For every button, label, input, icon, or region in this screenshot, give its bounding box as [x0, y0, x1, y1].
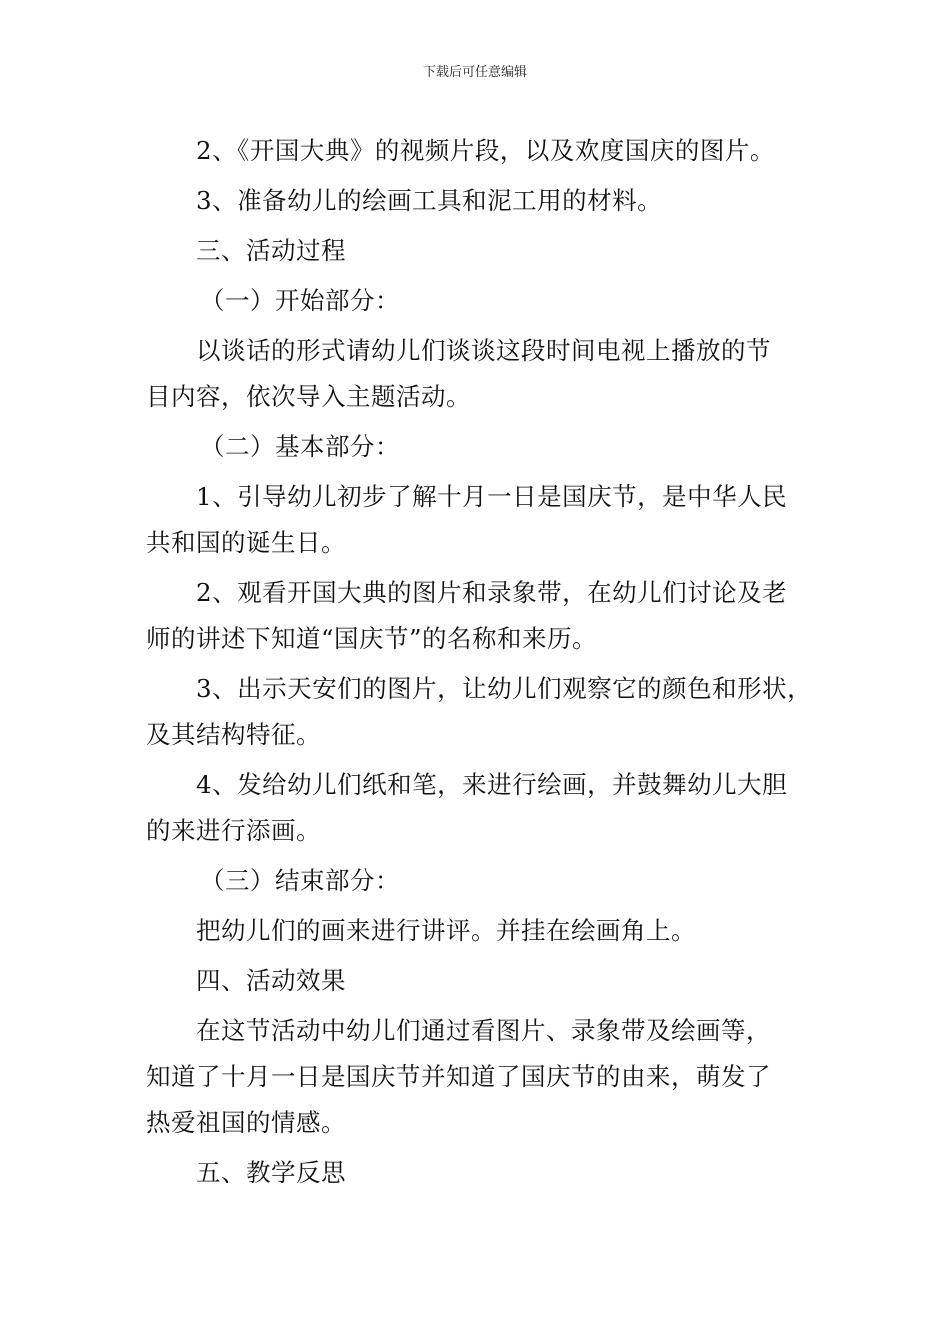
- paragraph-line: 4、发给幼儿们纸和笔，来进行绘画，并鼓舞幼儿大胆: [196, 770, 788, 799]
- paragraph-materials-video: 2、《开国大典》的视频片段，以及欢度国庆的图片。: [196, 136, 775, 165]
- subheading-basic: （二）基本部分：: [200, 432, 400, 461]
- paragraph-line: 及其结构特征。: [146, 720, 321, 749]
- subheading-end: （三）结束部分：: [200, 866, 400, 895]
- paragraph-basic-3: [146, 666, 826, 758]
- paragraph-start-content: [146, 328, 826, 420]
- paragraph-line: 1、引导幼儿初步了解十月一日是国庆节，是中华人民: [196, 482, 788, 511]
- subheading-start: （一）开始部分：: [200, 286, 400, 315]
- paragraph-line: 在这节活动中幼儿们通过看图片、录象带及绘画等，: [196, 1016, 771, 1045]
- paragraph-line: 以谈话的形式请幼儿们谈谈这段时间电视上播放的节: [196, 336, 771, 365]
- paragraph-line: 热爱祖国的情感。: [146, 1108, 346, 1137]
- paragraph-line: 师的讲述下知道“国庆节”的名称和来历。: [146, 624, 598, 653]
- section-heading-reflection: 五、教学反思: [196, 1158, 346, 1187]
- paragraph-effect-content: [146, 1008, 826, 1146]
- paragraph-basic-1: [146, 474, 826, 566]
- document-body: [146, 128, 826, 1200]
- paragraph-line: 知道了十月一日是国庆节并知道了国庆节的由来，萌发了: [146, 1062, 771, 1091]
- paragraph-basic-2: [146, 570, 826, 662]
- paragraph-basic-4: [146, 762, 826, 854]
- paragraph-line: 3、出示天安们的图片，让幼儿们观察它的颜色和形状，: [196, 674, 813, 703]
- paragraph-end-content: 把幼儿们的画来进行讲评。并挂在绘画角上。: [196, 916, 696, 945]
- paragraph-line: 共和国的诞生日。: [146, 528, 346, 557]
- paragraph-line: 的来进行添画。: [146, 816, 321, 845]
- section-heading-process: 三、活动过程: [196, 236, 346, 265]
- paragraph-line: 目内容，依次导入主题活动。: [146, 382, 471, 411]
- paragraph-materials-tools: 3、准备幼儿的绘画工具和泥工用的材料。: [196, 186, 663, 215]
- section-heading-effect: 四、活动效果: [196, 966, 346, 995]
- paragraph-line: 2、观看开国大典的图片和录象带，在幼儿们讨论及老: [196, 578, 788, 607]
- page-header: 下载后可任意编辑: [422, 65, 527, 80]
